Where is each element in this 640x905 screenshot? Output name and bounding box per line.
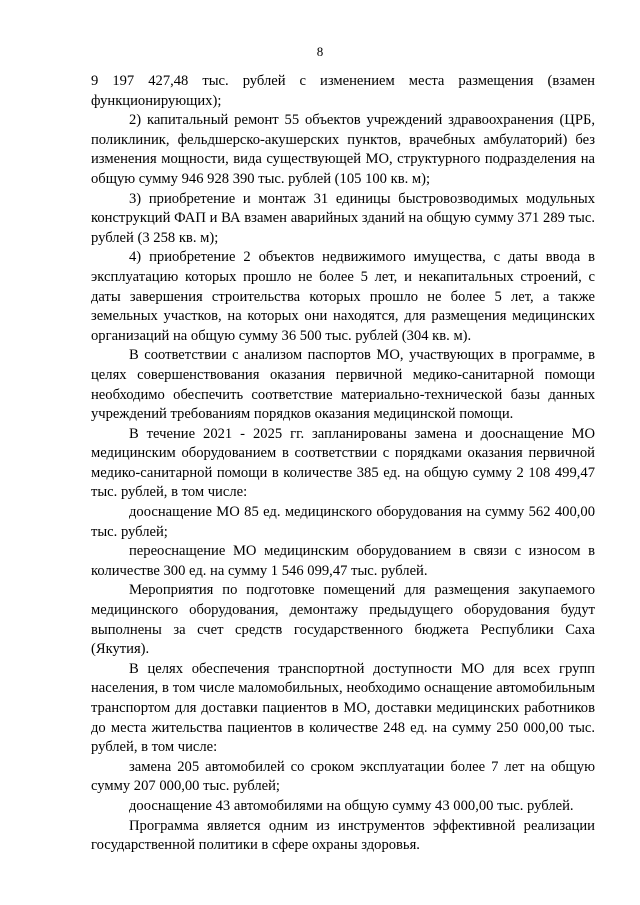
paragraph-transport: В целях обеспечения транспортной доступности МО для всех групп населения, в том числе маломобильных, необходимо оснащение автомобильным транспортом для доставки пациентов в МО, доставки медицинских работников до места жительства пациентов в количестве 248 ед. на сумму 250 000,00 тыс. рублей, в том числе: [91, 660, 595, 756]
paragraph-equipment-replacement: переоснащение МО медицинским оборудованием в связи с износом в количестве 300 ед. на сумму 1 546 099,47 тыс. рублей. [91, 543, 595, 579]
paragraph-item-4: 4) приобретение 2 объектов недвижимого имущества, с даты ввода в эксплуатацию которых прошло не более 5 лет, и некапитальных строений, с даты завершения строительства которых прошло не более 5 лет, а также земельных участков, на которых они находятся, для размещения медицинских организаций на общую сумму 36 500 тыс. рублей (304 кв. м). [91, 249, 595, 344]
paragraph-vehicle-replacement: замена 205 автомобилей со сроком эксплуатации более 7 лет на общую сумму 207 000,00 тыс. рублей; [91, 758, 595, 795]
paragraph-premises-preparation: Мероприятия по подготовке помещений для размещения закупаемого медицинского оборудования, демонтажу предыдущего оборудования будут выполнены за счет средств государственного бюджета Республики Саха (Якутия). [91, 582, 595, 658]
paragraph-conclusion: Программа является одним из инструментов эффективной реализации государственной политики в сфере охраны здоровья. [91, 817, 595, 854]
paragraph-equipment-addition: дооснащение МО 85 ед. медицинского оборудования на сумму 562 400,00 тыс. рублей; [91, 504, 595, 540]
paragraph-analysis: В соответствии с анализом паспортов МО, участвующих в программе, в целях совершенствования оказания первичной медико-санитарной помощи необходимо обеспечить соответствие материально-технической базы данных учреждений требованиям порядков оказания медицинской помощи. [91, 347, 595, 423]
paragraph-equipment-plan: В течение 2021 - 2025 гг. запланированы замена и дооснащение МО медицинским оборудованием в соответствии с порядками оказания первичной медико-санитарной помощи в количестве 385 ед. на общую сумму 2 108 499,47 тыс. рублей, в том числе: [91, 425, 595, 501]
document-body [91, 72, 595, 856]
paragraph-item-3: 3) приобретение и монтаж 31 единицы быстровозводимых модульных конструкций ФАП и ВА взамен аварийных зданий на общую сумму 371 289 тыс. рублей (3 258 кв. м); [91, 190, 595, 246]
paragraph-continuation: 9 197 427,48 тыс. рублей с изменением места размещения (взамен функционирующих); [91, 73, 595, 109]
page-number: 8 [316, 44, 324, 59]
paragraph-vehicle-addition: дооснащение 43 автомобилями на общую сумму 43 000,00 тыс. рублей. [129, 797, 574, 814]
paragraph-item-2: 2) капитальный ремонт 55 объектов учреждений здравоохранения (ЦРБ, поликлиник, фельдшерско-акушерских пунктов, врачебных амбулаторий) без изменения мощности, вида существующей МО, структурного подразделения на общую сумму 946 928 390 тыс. рублей (105 100 кв. м); [91, 112, 595, 187]
